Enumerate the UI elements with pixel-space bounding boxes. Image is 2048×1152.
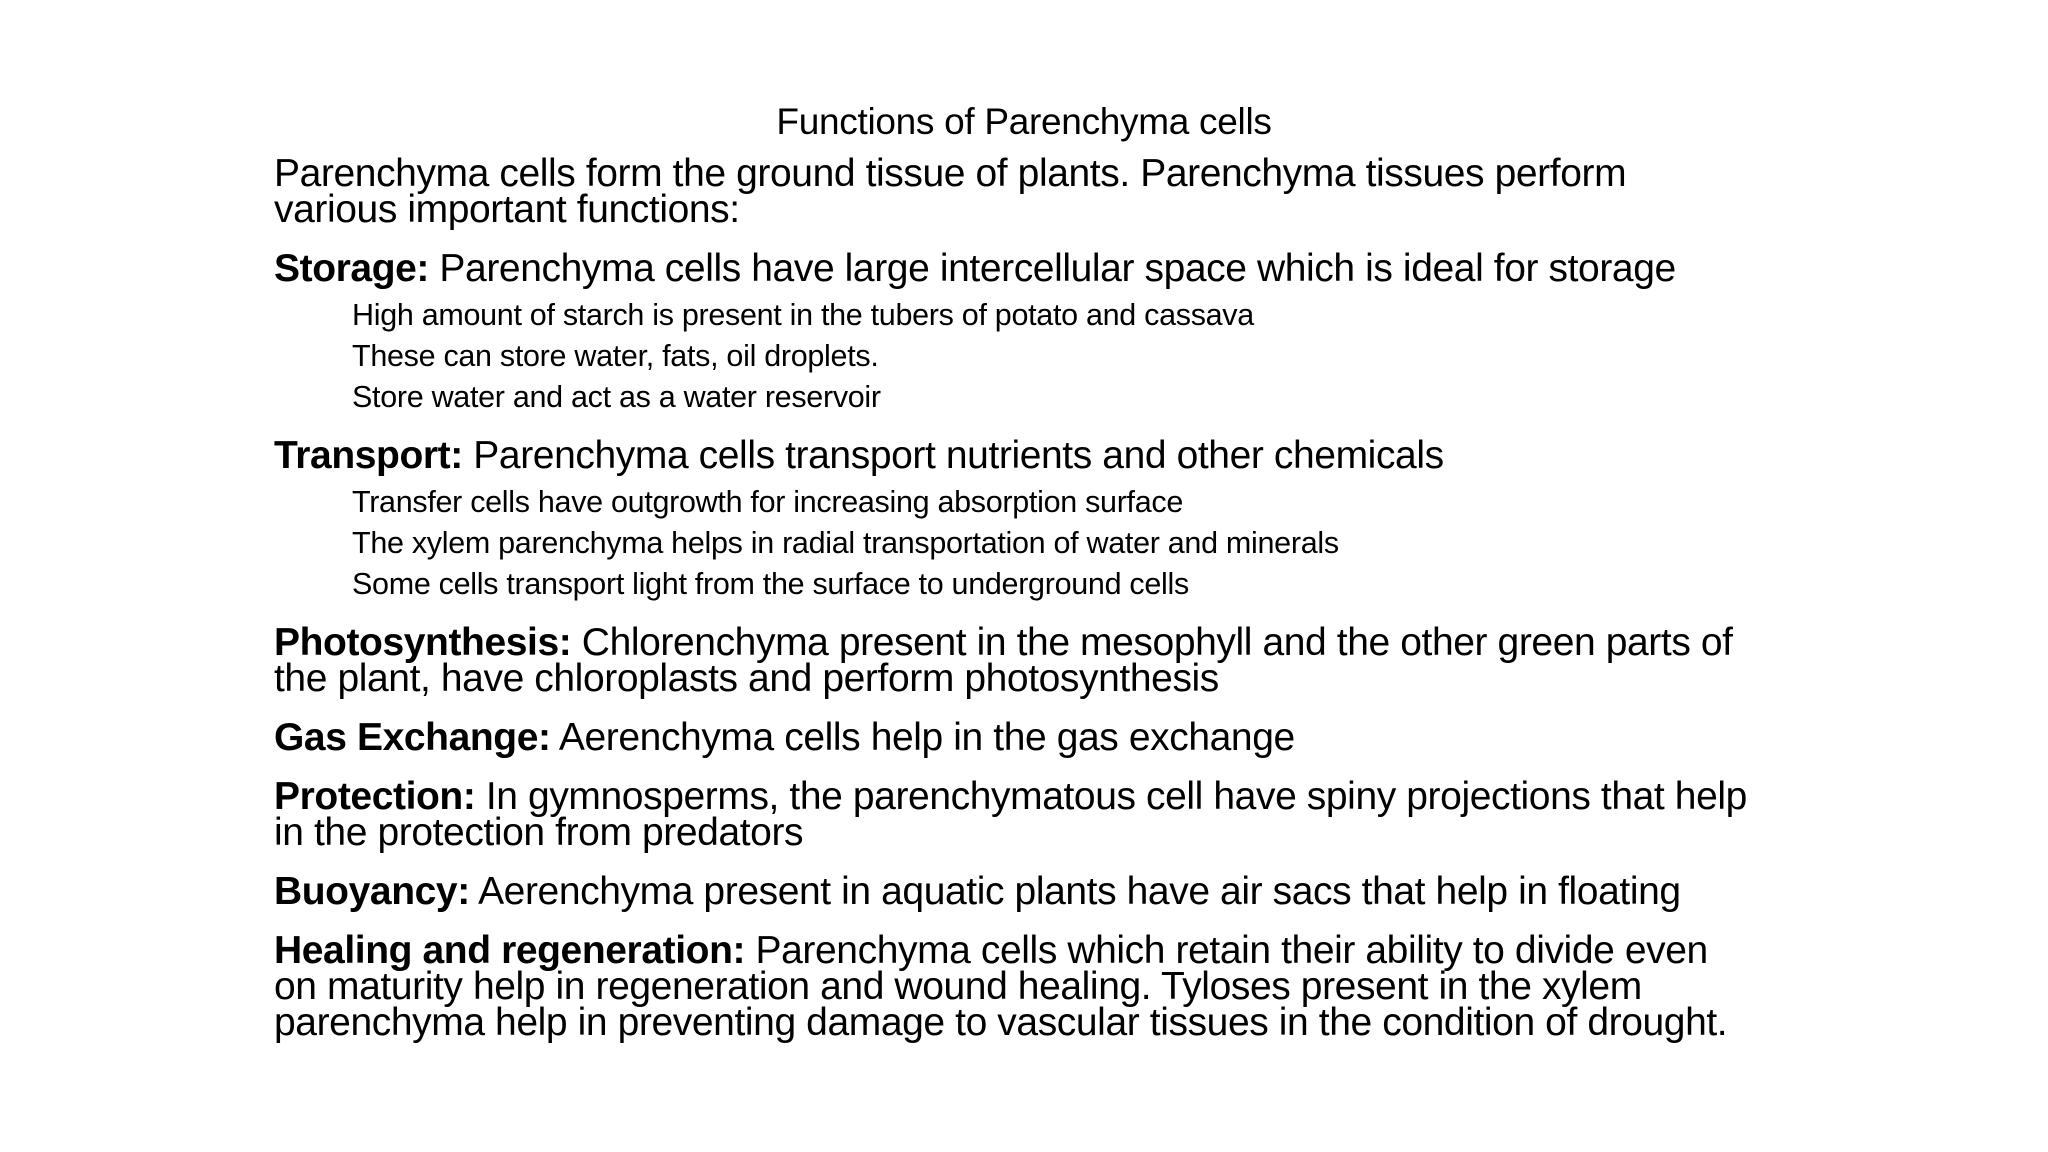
healing-heading: Healing and regeneration: (274, 929, 746, 972)
buoyancy-paragraph (274, 870, 1834, 913)
transport-text: Parenchyma cells transport nutrients and other chemicals (462, 434, 1444, 477)
transport-heading: Transport: (274, 434, 463, 477)
intro-line-2: various important functions: (274, 188, 740, 231)
photosynthesis-text: Chlorenchyma present in the mesophyll and the other green parts of (571, 621, 1733, 664)
buoyancy-text: Aerenchyma present in aquatic plants have air sacs that help in floating (469, 870, 1681, 913)
transport-point: Some cells transport light from the surface to underground cells (352, 567, 1189, 601)
slide-body (274, 152, 1834, 1064)
gas-exchange-paragraph (274, 716, 1834, 759)
transport-point: The xylem parenchyma helps in radial transportation of water and minerals (352, 526, 1339, 560)
healing-paragraph (274, 929, 1834, 1044)
storage-text: Parenchyma cells have large intercellular space which is ideal for storage (429, 247, 1676, 290)
slide-title: Functions of Parenchyma cells (776, 101, 1272, 142)
transport-paragraph (274, 434, 1834, 477)
buoyancy-heading: Buoyancy: (274, 870, 470, 913)
intro-line-1: Parenchyma cells form the ground tissue of plants. Parenchyma tissues perform (274, 152, 1627, 195)
gas-exchange-heading: Gas Exchange: (274, 716, 551, 759)
transport-points (352, 482, 1834, 605)
transport-point: Transfer cells have outgrowth for increasing absorption surface (352, 485, 1184, 519)
photosynthesis-heading: Photosynthesis: (274, 621, 572, 664)
protection-heading: Protection: (274, 775, 476, 818)
gas-exchange-text: Aerenchyma cells help in the gas exchange (550, 716, 1295, 759)
storage-heading: Storage: (274, 247, 429, 290)
photosynthesis-paragraph (274, 621, 1834, 700)
protection-text-cont: in the protection from predators (274, 811, 804, 854)
storage-point: Store water and act as a water reservoir (352, 380, 881, 414)
storage-point: High amount of starch is present in the tubers of potato and cassava (352, 298, 1254, 332)
storage-point: These can store water, fats, oil droplets. (352, 339, 879, 373)
intro-paragraph (274, 152, 1834, 231)
healing-text-cont-2: parenchyma help in preventing damage to vascular tissues in the condition of drought. (274, 1001, 1728, 1044)
storage-paragraph (274, 247, 1834, 290)
healing-text: Parenchyma cells which retain their ability to divide even (745, 929, 1708, 972)
storage-points (352, 295, 1834, 418)
protection-text: In gymnosperms, the parenchymatous cell have spiny projections that help (475, 775, 1747, 818)
protection-paragraph (274, 775, 1834, 854)
photosynthesis-text-cont: the plant, have chloroplasts and perform photosynthesis (274, 657, 1219, 700)
healing-text-cont-1: on maturity help in regeneration and wound healing. Tyloses present in the xylem (274, 965, 1642, 1008)
